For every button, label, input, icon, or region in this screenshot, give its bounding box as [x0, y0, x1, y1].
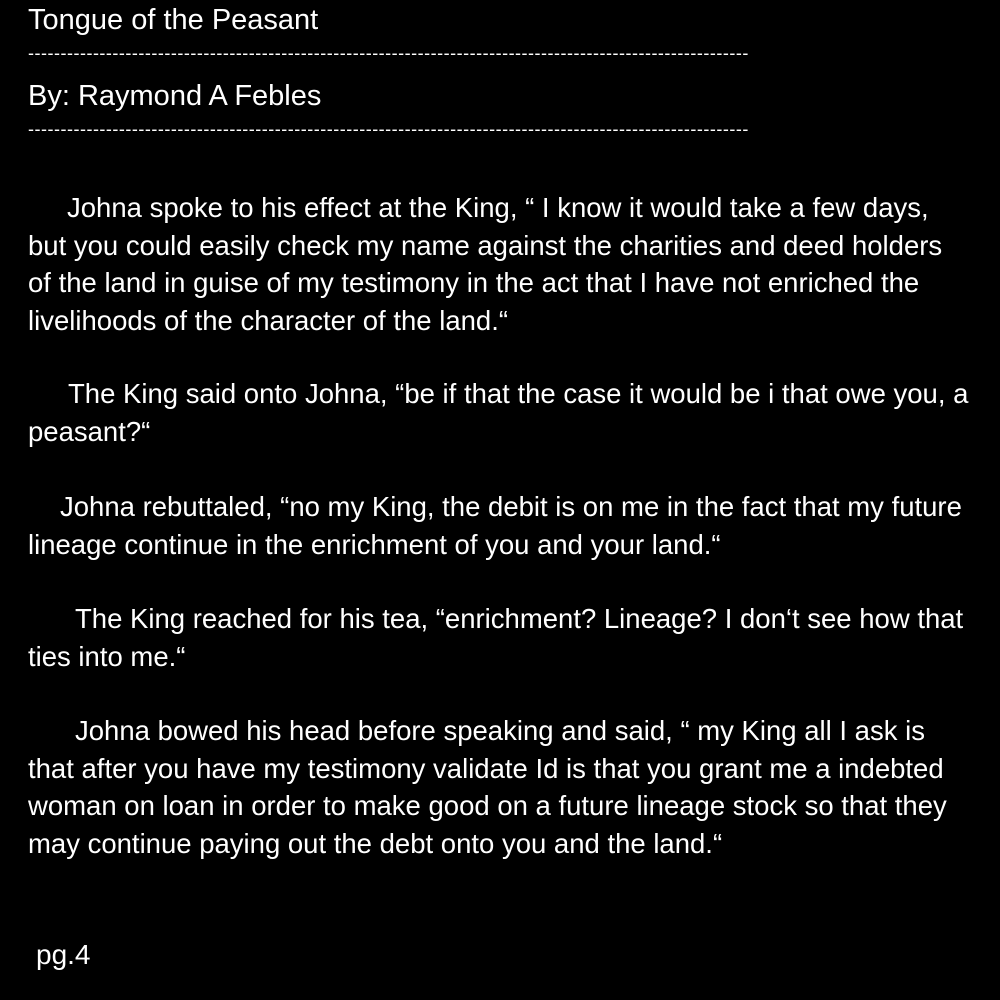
- paragraph-5: Johna bowed his head before speaking and said, “ my King all I ask is that after you have my testimony validate Id is that you grant me a indebted woman on loan in order to make good on a future lineage stock so that they may continue paying out the debt onto you and the land.“: [28, 715, 947, 859]
- page-number: pg.4: [36, 939, 91, 970]
- author-byline: By: Raymond A Febles: [28, 80, 322, 112]
- divider-top: ---------------------------------------------------------------------------------------------------------------: [28, 43, 749, 63]
- paragraph-3: Johna rebuttaled, “no my King, the debit is on me in the fact that my future lineage continue in the enrichment of you and your land.“: [28, 491, 962, 560]
- story-title: Tongue of the Peasant: [28, 4, 319, 36]
- paragraph-4: The King reached for his tea, “enrichment? Lineage? I don‘t see how that ties into me.“: [28, 603, 964, 672]
- divider-bottom: ---------------------------------------------------------------------------------------------------------------: [28, 119, 749, 139]
- paragraph-1: Johna spoke to his effect at the King, “ I know it would take a few days, but you could easily check my name against the charities and deed holders of the land in guise of my testimony in the act that I have not enriched the livelihoods of the character of the land.“: [28, 192, 943, 336]
- paragraph-2: The King said onto Johna, “be if that the case it would be i that owe you, a peasant?“: [28, 378, 969, 447]
